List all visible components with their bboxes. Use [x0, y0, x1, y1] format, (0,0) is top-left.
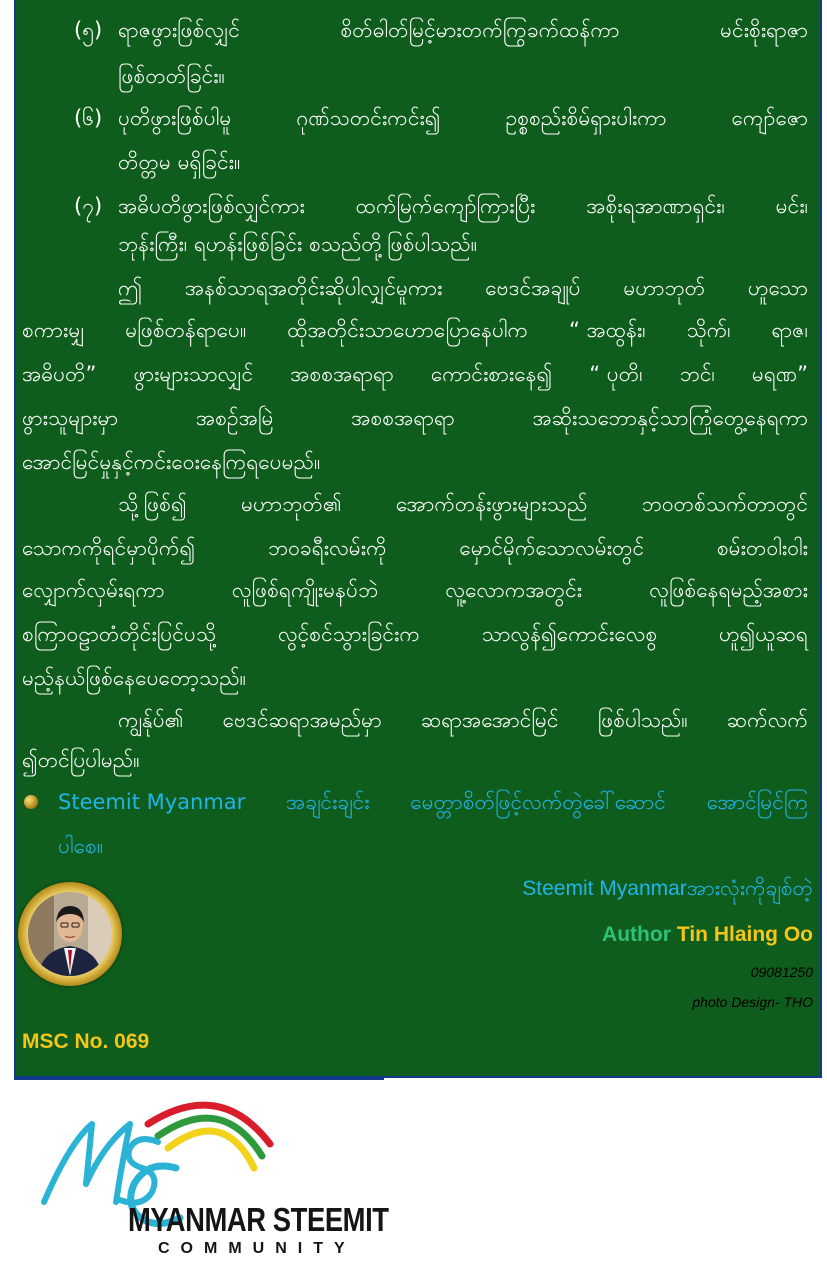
- item-7-line-1: [118, 190, 808, 222]
- word: မဟာဘုတ်၏: [240, 492, 342, 516]
- word: သောကကိုရင်မှာပိုက်၍: [22, 536, 196, 560]
- word: အဆိုးသဘောနှင့်သာကြုံတွေ့နေရကာ: [532, 406, 808, 430]
- word: အစစအရာရာ: [351, 406, 455, 430]
- word: ပုတိဖွားဖြစ်ပါမူ: [118, 106, 232, 130]
- word: ကျွန်ုပ်၏: [118, 708, 184, 732]
- logo-subtitle: COMMUNITY: [158, 1240, 356, 1257]
- item-5-marker: (၅): [74, 18, 103, 42]
- item-6-line-1: [118, 102, 808, 134]
- logo-title: MYANMAR STEEMIT: [128, 1201, 389, 1238]
- para-2-line-5: မည့်နယ်ဖြစ်နေပေတော့သည်။: [22, 666, 246, 690]
- item-5-line-2: ဖြစ်တတ်ခြင်း။: [118, 64, 225, 88]
- item-7-line-2: ဘုန်းကြီး၊ ရဟန်းဖြစ်ခြင်း စသည်တို့ဖြစ်ပါသည်။: [118, 232, 478, 256]
- word: အဓိပတိဖွားဖြစ်လျှင်ကား: [118, 194, 305, 218]
- word: လွင့်စင်သွားခြင်းက: [277, 622, 420, 646]
- panel-border-tail: [14, 1076, 384, 1080]
- para-2-line-1: [118, 488, 808, 520]
- word: အောက်တန်းဖွားများသည်: [395, 492, 588, 516]
- word: အချင်းချင်း: [286, 790, 370, 814]
- para-1-line-4: [22, 402, 808, 434]
- word: မေတ္တာစိတ်ဖြင့်လက်တွဲခေါ်ဆောင်: [410, 790, 666, 814]
- blessing-line-2: ပါစေ။: [58, 834, 104, 858]
- word: မဟာဘုတ်: [623, 276, 706, 300]
- word: ဖွားသူများမှာ: [22, 406, 119, 430]
- word: အဓိပတိ”: [22, 362, 97, 386]
- word: အောင်မြင်ကြ: [706, 790, 808, 814]
- word: ထက်မြက်ကျော်ကြားပြီး: [355, 194, 536, 218]
- word: ဤ: [118, 276, 143, 300]
- item-6-line-2: တိတ္တမ မရှိခြင်း။: [118, 150, 241, 174]
- word: ကျော်ဇော: [731, 106, 808, 130]
- item-6-marker: (၆): [74, 106, 103, 130]
- word: အစစအရာရာ: [290, 362, 394, 386]
- word: အစိုးရအာဏာရှင်း၊: [586, 194, 725, 218]
- word: အစဉ်အမြဲ: [195, 406, 274, 430]
- word: “ အထွန်း၊: [568, 318, 646, 342]
- word: စကားမျှ: [22, 318, 85, 342]
- blessing-line-1: [58, 786, 808, 818]
- item-7-marker: (၇): [74, 194, 103, 218]
- para-2-line-2: [22, 532, 808, 564]
- word: စိတ်ဓါတ်မြင့်မားတက်ကြွခက်ထန်ကာ: [340, 18, 620, 42]
- author-avatar: [28, 892, 112, 976]
- word: မရဏ”: [751, 362, 808, 386]
- author-label: Author: [602, 923, 671, 946]
- word: မင်း၊: [775, 194, 808, 218]
- word: ထိုအတိုင်းသာဟောပြောနေပါက: [287, 318, 529, 342]
- word: ဆရာအအောင်မြင်: [420, 708, 559, 732]
- word: ကောင်းစားနေ၍: [430, 362, 553, 386]
- word: “ ပုတိ၊: [589, 362, 643, 386]
- word: ဗေဒင်ဆရာအမည်မှာ: [222, 708, 382, 732]
- word: ဂုဏ်သတင်းကင်း၍: [296, 106, 441, 130]
- word: ဟူသော: [747, 276, 808, 300]
- word: ဘဝတစ်သက်တာတွင်: [641, 492, 808, 516]
- gold-bullet-icon: [24, 795, 38, 809]
- word: ဖြစ်ပါသည်။: [597, 708, 688, 732]
- para-1-line-1: [118, 272, 808, 304]
- word: Steemit Myanmar: [58, 790, 246, 814]
- para-1-line-2: [22, 314, 808, 346]
- word: ရာဇ၊: [771, 318, 808, 342]
- word: ဟူ၍ယူဆရ: [718, 622, 808, 646]
- word: ဘဝခရီးလမ်းကို: [267, 536, 387, 560]
- author-name: Tin Hlaing Oo: [676, 923, 813, 946]
- word: ဥစ္စစည်းစိမ်ရှားပါးကာ: [505, 106, 667, 130]
- signature-author-line: [602, 918, 813, 952]
- signature-fans-line: Steemit Myanmarအားလုံးကိုချစ်တဲ့: [522, 877, 813, 900]
- word: သာလွန်၍ကောင်းလေစွ: [481, 622, 658, 646]
- word: ဖွားများသာလျှင်: [133, 362, 254, 386]
- word: လူ့လောကအတွင်း: [445, 578, 583, 602]
- word: မှောင်မိုက်သောလမ်းတွင်: [459, 536, 645, 560]
- signature-phone: 09081250: [750, 964, 813, 980]
- word: မင်းစိုးရာဇာ: [720, 18, 808, 42]
- para-2-line-4: [22, 618, 808, 650]
- msc-number: MSC No. 069: [22, 1030, 150, 1053]
- word: မဖြစ်တန်ရာပေ။: [125, 318, 247, 342]
- word: သိုက်၊: [686, 318, 731, 342]
- para-3-line-1: [118, 704, 808, 736]
- signature-design-credit: photo Design- THO: [692, 994, 813, 1010]
- word: ဗေဒင်အချုပ်: [485, 276, 581, 300]
- word: လူဖြစ်ရကျိုးမနပ်ဘဲ: [231, 578, 379, 602]
- word: ဘင်၊: [679, 362, 715, 386]
- word: သို့ဖြစ်၍: [118, 492, 187, 516]
- item-5-line-1: [118, 14, 808, 46]
- word: ဆက်လက်: [726, 708, 808, 732]
- para-1-line-5: အောင်မြင်မှုနှင့်ကင်းဝေးနေကြရပေမည်။: [22, 450, 321, 474]
- para-3-line-2: ၍တင်ပြပါမည်။: [22, 748, 140, 772]
- portrait-photo-icon: [28, 892, 112, 976]
- word: ရာဇဖွား‌ဖြစ်လျှင်: [118, 18, 240, 42]
- word: စကြာဝဠာတံတိုင်းပြင်ပသို့: [22, 622, 217, 646]
- para-2-line-3: [22, 574, 808, 606]
- word: လူဖြစ်နေရမည့်အစား: [649, 578, 808, 602]
- word: အနစ်သာရအတိုင်းဆိုပါလျှင်မူကား: [184, 276, 443, 300]
- word: လျှောက်လှမ်းရကာ: [22, 578, 165, 602]
- word: စမ်းတဝါးဝါး: [716, 536, 808, 560]
- para-1-line-3: [22, 358, 808, 390]
